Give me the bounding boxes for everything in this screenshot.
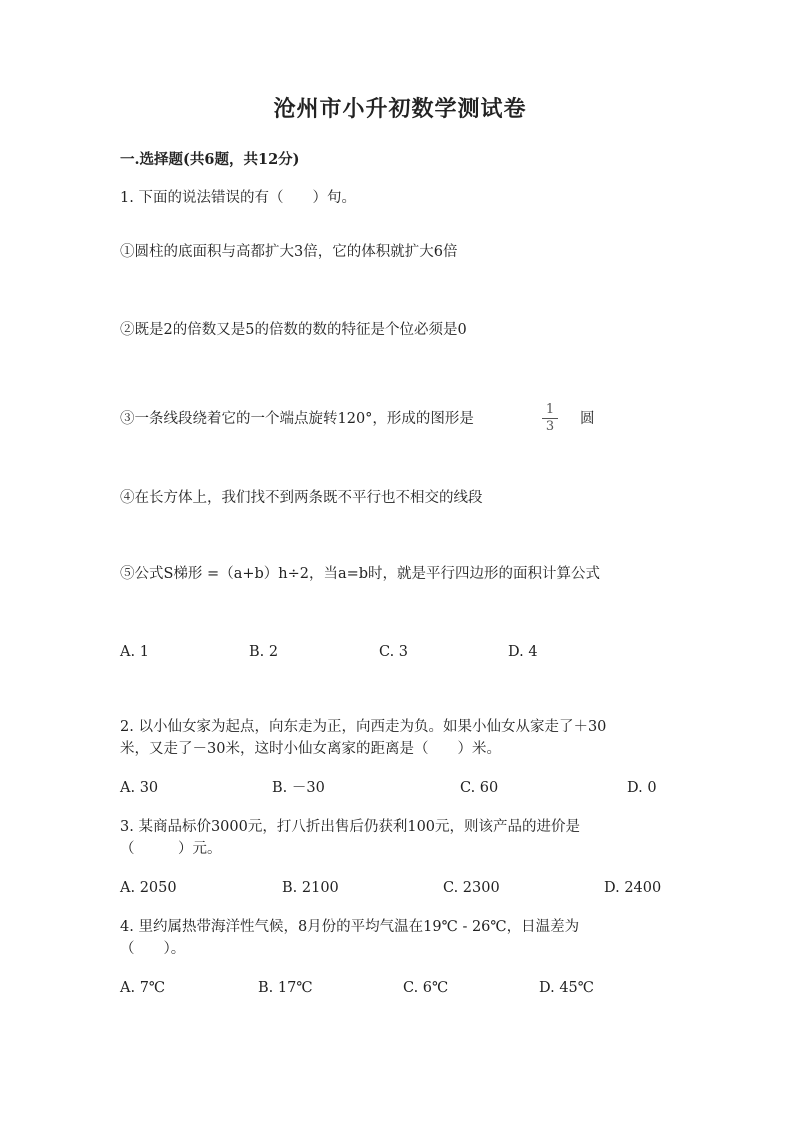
- q1-statement-2: ②既是2的倍数又是5的倍数的数的特征是个位必须是0: [120, 322, 467, 338]
- q4-option-d[interactable]: D. 45℃: [539, 980, 594, 996]
- q1-statement-3-fraction: [539, 403, 561, 434]
- q3-option-a[interactable]: A. 2050: [120, 880, 177, 896]
- q3-option-b[interactable]: B. 2100: [282, 880, 339, 896]
- q4-stem-line-1: 4. 里约属热带海洋性气候，8月份的平均气温在19℃ - 26℃，日温差为: [120, 919, 580, 935]
- q1-statement-3-suffix: 圆: [580, 411, 595, 427]
- q3-option-d[interactable]: D. 2400: [604, 880, 662, 896]
- section-heading: 一.选择题(共6题，共12分): [120, 151, 300, 168]
- fraction-denominator: 3: [545, 419, 555, 434]
- q2-stem-line-1: 2. 以小仙女家为起点，向东走为正，向西走为负。如果小仙女从家走了＋30: [120, 719, 607, 735]
- q4-stem-line-2: （ ）。: [120, 941, 186, 957]
- q1-option-d[interactable]: D. 4: [508, 644, 538, 660]
- q3-option-c[interactable]: C. 2300: [443, 880, 500, 896]
- q3-stem-line-2: （ ）元。: [120, 841, 222, 857]
- q1-statement-4: ④在长方体上，我们找不到两条既不平行也不相交的线段: [120, 490, 483, 506]
- page-title: 沧州市小升初数学测试卷: [273, 96, 527, 122]
- q1-statement-5: ⑤公式S梯形 =（a+b）h÷2，当a=b时，就是平行四边形的面积计算公式: [120, 566, 601, 582]
- q4-option-a[interactable]: A. 7℃: [120, 980, 166, 996]
- fraction-numerator: 1: [545, 402, 555, 417]
- q2-option-b[interactable]: B. －30: [272, 780, 325, 796]
- q1-option-c[interactable]: C. 3: [379, 644, 409, 660]
- q1-statement-1: ①圆柱的底面积与高都扩大3倍，它的体积就扩大6倍: [120, 244, 458, 260]
- q1-statement-3: ③一条线段绕着它的一个端点旋转120°，形成的图形是: [120, 411, 474, 427]
- q2-option-c[interactable]: C. 60: [460, 780, 499, 796]
- q4-option-c[interactable]: C. 6℃: [403, 980, 449, 996]
- q1-option-a[interactable]: A. 1: [120, 644, 149, 660]
- q4-option-b[interactable]: B. 17℃: [258, 980, 313, 996]
- q3-stem-line-1: 3. 某商品标价3000元，打八折出售后仍获利100元，则该产品的进价是: [120, 819, 581, 835]
- q2-option-d[interactable]: D. 0: [627, 780, 657, 796]
- q1-stem: 1. 下面的说法错误的有（ ）句。: [120, 190, 356, 206]
- q2-stem-line-2: 米，又走了－30米，这时小仙女离家的距离是（ ）米。: [120, 741, 501, 757]
- q2-option-a[interactable]: A. 30: [120, 780, 159, 796]
- q1-option-b[interactable]: B. 2: [249, 644, 279, 660]
